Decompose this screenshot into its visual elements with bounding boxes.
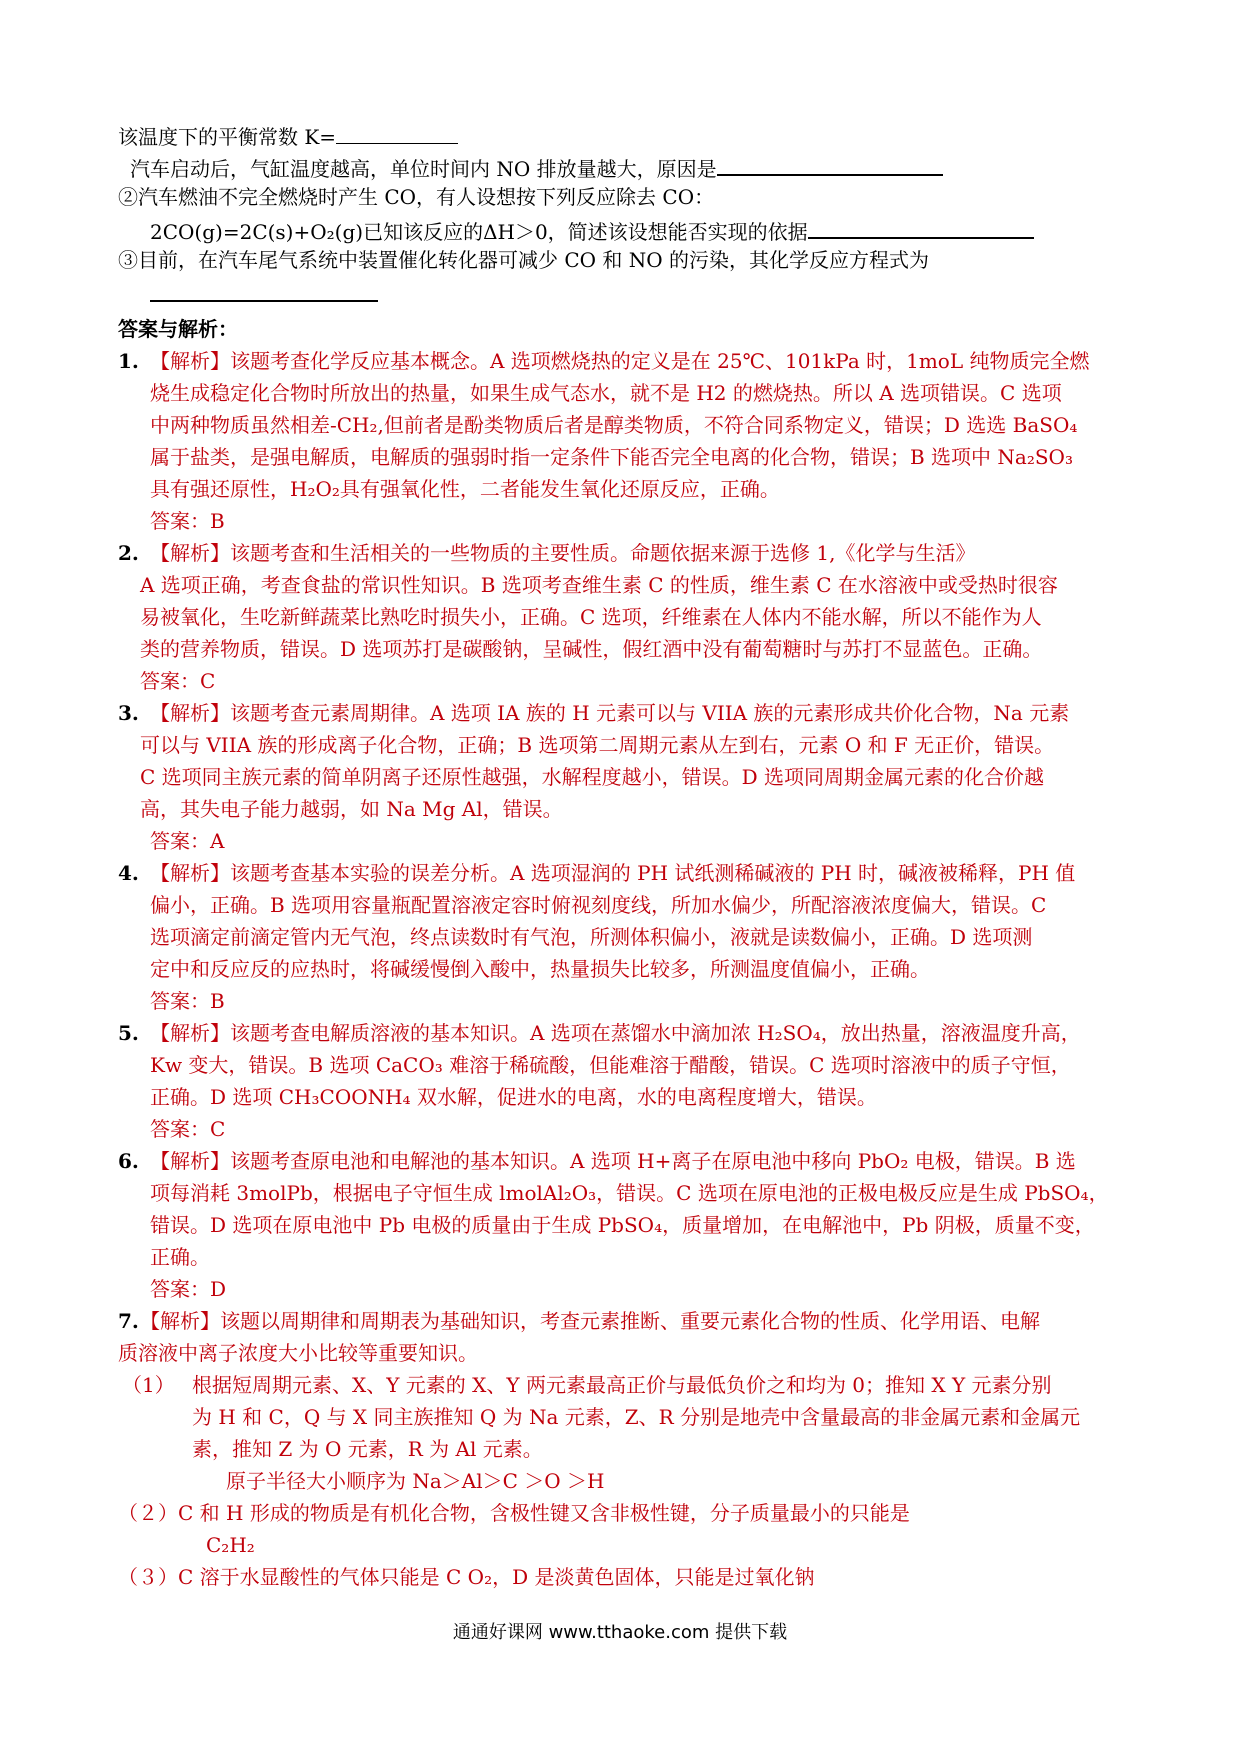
answer-blank[interactable] xyxy=(150,278,378,302)
atomic-radius-order: 原子半径大小顺序为 Na＞Al＞C ＞O ＞H xyxy=(226,1469,605,1493)
item-4-line-1: 【解析】该题考查基本实验的误差分析。A 选项湿润的 PH 试纸测稀碱液的 PH 时，碱液被稀释，PH 值 xyxy=(150,861,1076,885)
item-number: 2. xyxy=(118,541,139,565)
sub1-line-3: 素，推知 Z 为 O 元素，R 为 Al 元素。 xyxy=(192,1437,543,1461)
item-5-line-2: Kw 变大，错误。B 选项 CaCO₃ 难溶于稀硫酸，但能难溶于醋酸，错误。C 选项时溶液中的质子守恒， xyxy=(150,1053,1071,1077)
catalyst-answer-line xyxy=(150,278,378,309)
item-6-line-3: 错误。D 选项在原电池中 Pb 电极的质量由于生成 PbSO₄，质量增加，在电解池中，Pb 阴极，质量不变， xyxy=(150,1213,1095,1237)
sub1-line-1: 根据短周期元素、X、Y 元素的 X、Y 两元素最高正价与最低负价之和均为 0；推知 X Y 元素分别 xyxy=(192,1373,1052,1397)
item-5-answer: 答案：C xyxy=(150,1117,226,1141)
item-4-line-4: 定中和反应反的应热时，将碱缓慢倒入酸中，热量损失比较多，所测温度值偏小，正确。 xyxy=(150,957,930,981)
item-6-answer: 答案：D xyxy=(150,1277,227,1301)
item-2-line-1: 【解析】该题考查和生活相关的一些物质的主要性质。命题依据来源于选修 1,《化学与生活》 xyxy=(150,541,976,565)
item-4-answer: 答案：B xyxy=(150,989,225,1013)
equilibrium-constant-question: 该温度下的平衡常数 K= xyxy=(118,121,458,151)
item-number: 6. xyxy=(118,1149,139,1173)
answer-blank[interactable] xyxy=(808,215,1034,239)
page-footer: 通通好课网 www.tthaoke.com 提供下载 xyxy=(452,1622,788,1643)
item-2-line-3: 易被氧化，生吃新鲜蔬菜比熟吃时损失小，正确。C 选项，纤维素在人体内不能水解，所以不能作为人 xyxy=(140,605,1042,629)
sub2-formula: C₂H₂ xyxy=(206,1533,255,1557)
item-2-line-2: A 选项正确，考查食盐的常识性知识。B 选项考查维生素 C 的性质，维生素 C 在水溶液中或受热时很容 xyxy=(140,573,1058,597)
item-3-line-4: 高，其失电子能力越弱，如 Na Mg Al，错误。 xyxy=(140,797,563,821)
item-2-line-4: 类的营养物质，错误。D 选项苏打是碳酸钠，呈碱性，假红酒中没有葡萄糖时与苏打不显蓝色。正确。 xyxy=(140,637,1043,661)
item-3-line-2: 可以与 VIIA 族的形成离子化合物，正确；B 选项第二周期元素从左到右，元素 O 和 F 无正价，错误。 xyxy=(140,733,1055,757)
sub2-line: （２）C 和 H 形成的物质是有机化合物，含极性键又含非极性键，分子质量最小的只能是 xyxy=(118,1501,910,1525)
reaction-equation-question: 2CO(g)=2C(s)+O₂(g)已知该反应的ΔH＞0，简述该设想能否实现的依据 xyxy=(150,215,1034,246)
item-1-line-5: 具有强还原性，H₂O₂具有强氧化性，二者能发生氧化还原反应，正确。 xyxy=(150,477,780,501)
item-4-line-3: 选项滴定前滴定管内无气泡，终点读数时有气泡，所测体积偏小，液就是读数偏小，正确。D 选项测 xyxy=(150,925,1033,949)
sub1-line-2: 为 H 和 C，Q 与 X 同主族推知 Q 为 Na 元素，Z、R 分别是地壳中含量最高的非金属元素和金属元 xyxy=(192,1405,1081,1429)
item-6-line-2: 项每消耗 3molPb，根据电子守恒生成 lmolAl₂O₃，错误。C 选项在原电池的正极电极反应是生成 PbSO₄， xyxy=(150,1181,1109,1205)
co-removal-question: ②汽车燃油不完全燃烧时产生 CO，有人设想按下列反应除去 CO： xyxy=(118,185,715,209)
answer-blank[interactable] xyxy=(717,152,943,176)
item-5-line-1: 【解析】该题考查电解质溶液的基本知识。A 选项在蒸馏水中滴加浓 H₂SO₄，放出热量，溶液温度升高， xyxy=(150,1021,1081,1045)
item-5-line-3: 正确。D 选项 CH₃COONH₄ 双水解，促进水的电离，水的电离程度增大，错误。 xyxy=(150,1085,877,1109)
item-7-line-2: 质溶液中离子浓度大小比较等重要知识。 xyxy=(118,1341,478,1365)
answer-blank[interactable] xyxy=(336,121,458,144)
item-3-answer: 答案：A xyxy=(150,829,225,853)
item-1-line-1: 【解析】该题考查化学反应基本概念。A 选项燃烧热的定义是在 25℃、101kPa 时，1moL 纯物质完全燃 xyxy=(150,349,1090,373)
item-number: 4. xyxy=(118,861,139,885)
item-3-line-3: C 选项同主族元素的简单阴离子还原性越强，水解程度越小，错误。D 选项同周期金属元素的化合价越 xyxy=(140,765,1045,789)
item-number: 1. xyxy=(118,349,139,373)
item-2-answer: 答案：C xyxy=(140,669,216,693)
item-1-answer: 答案：B xyxy=(150,509,225,533)
item-6-line-4: 正确。 xyxy=(150,1245,210,1269)
item-4-line-2: 偏小，正确。B 选项用容量瓶配置溶液定容时俯视刻度线，所加水偏少，所配溶液浓度偏大，错误。C xyxy=(150,893,1047,917)
item-3-line-1: 【解析】该题考查元素周期律。A 选项 IA 族的 H 元素可以与 VIIA 族的元素形成共价化合物，Na 元素 xyxy=(150,701,1070,725)
catalyst-question: ③目前，在汽车尾气系统中装置催化转化器可减少 CO 和 NO 的污染，其化学反应方程式为 xyxy=(118,248,930,272)
answers-heading: 答案与解析： xyxy=(118,317,238,341)
sub3-line: （３）C 溶于水显酸性的气体只能是 C O₂，D 是淡黄色固体，只能是过氧化钠 xyxy=(118,1565,815,1589)
item-1-line-3: 中两种物质虽然相差-CH₂,但前者是酚类物质后者是醇类物质，不符合同系物定义，错误；D 选选 BaSO₄ xyxy=(150,413,1078,437)
item-number: 3. xyxy=(118,701,139,725)
item-6-line-1: 【解析】该题考查原电池和电解池的基本知识。A 选项 H+离子在原电池中移向 PbO₂ 电极，错误。B 选 xyxy=(150,1149,1076,1173)
item-7-line-1: 【解析】该题以周期律和周期表为基础知识，考查元素推断、重要元素化合物的性质、化学用语、电解 xyxy=(140,1309,1040,1333)
sub-question-label: （1） xyxy=(122,1373,175,1397)
no-emission-question: 汽车启动后，气缸温度越高，单位时间内 NO 排放量越大，原因是 xyxy=(130,152,943,183)
item-1-line-4: 属于盐类，是强电解质，电解质的强弱时指一定条件下能否完全电离的化合物，错误；B 选项中 Na₂SO₃ xyxy=(150,445,1073,469)
item-1-line-2: 烧生成稳定化合物时所放出的热量，如果生成气态水，就不是 H2 的燃烧热。所以 A 选项错误。C 选项 xyxy=(150,381,1062,405)
item-number: 5. xyxy=(118,1021,139,1045)
item-number: 7. xyxy=(118,1309,139,1333)
